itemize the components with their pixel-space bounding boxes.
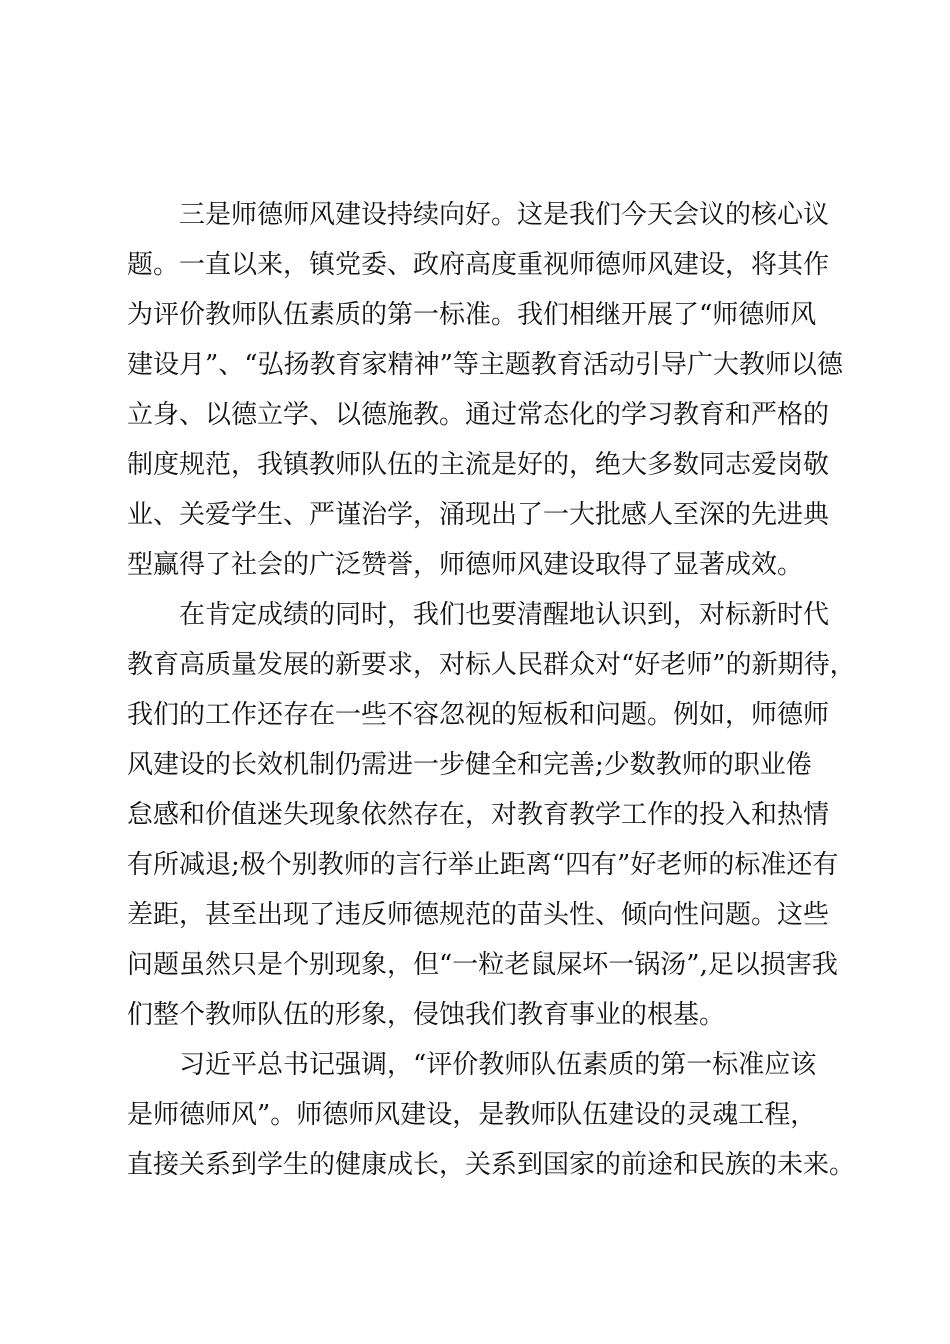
text-line: 风建设的长效机制仍需进一步健全和完善;少数教师的职业倦 — [127, 750, 812, 780]
text-line: 三是师德师风建设持续向好。这是我们今天会议的核心议 — [179, 200, 830, 230]
paragraph-1 — [127, 190, 843, 590]
paragraph-2 — [127, 590, 856, 1040]
text-line: 是师德师风”。师德师风建设，是教师队伍建设的灵魂工程， — [127, 1100, 817, 1130]
text-line: 在肯定成绩的同时，我们也要清醒地认识到，对标新时代 — [179, 600, 830, 630]
text-line: 我们的工作还存在一些不容忽视的短板和问题。例如，师德师 — [127, 700, 830, 730]
text-line: 怠感和价值迷失现象依然存在，对教育教学工作的投入和热情 — [127, 800, 830, 830]
text-line: 直接关系到学生的健康成长，关系到国家的前途和民族的未来。 — [127, 1150, 856, 1180]
text-line: 习近平总书记强调，“评价教师队伍素质的第一标准应该 — [179, 1050, 817, 1080]
text-line: 们整个教师队伍的形象，侵蚀我们教育事业的根基。 — [127, 1000, 726, 1030]
text-line: 题。一直以来，镇党委、政府高度重视师德师风建设，将其作 — [127, 250, 830, 280]
text-line: 有所减退;极个别教师的言行举止距离“四有”好老师的标准还有 — [127, 850, 839, 880]
text-line: 问题虽然只是个别现象，但“一粒老鼠屎坏一锅汤”,足以损害我 — [127, 950, 838, 980]
text-line: 业、关爱学生、严谨治学，涌现出了一大批感人至深的先进典 — [127, 500, 830, 530]
paragraph-3 — [127, 1040, 856, 1190]
text-line: 型赢得了社会的广泛赞誉，师德师风建设取得了显著成效。 — [127, 550, 804, 580]
text-line: 教育高质量发展的新要求，对标人民群众对“好老师”的新期待， — [127, 650, 856, 680]
text-line: 建设月”、“弘扬教育家精神”等主题教育活动引导广大教师以德 — [127, 350, 843, 380]
text-line: 制度规范，我镇教师队伍的主流是好的，绝大多数同志爱岗敬 — [127, 450, 830, 480]
document-body — [127, 190, 856, 1190]
text-line: 差距，甚至出现了违反师德规范的苗头性、倾向性问题。这些 — [127, 900, 830, 930]
text-line: 为评价教师队伍素质的第一标准。我们相继开展了“师德师风 — [127, 300, 817, 330]
text-line: 立身、以德立学、以德施教。通过常态化的学习教育和严格的 — [127, 400, 830, 430]
